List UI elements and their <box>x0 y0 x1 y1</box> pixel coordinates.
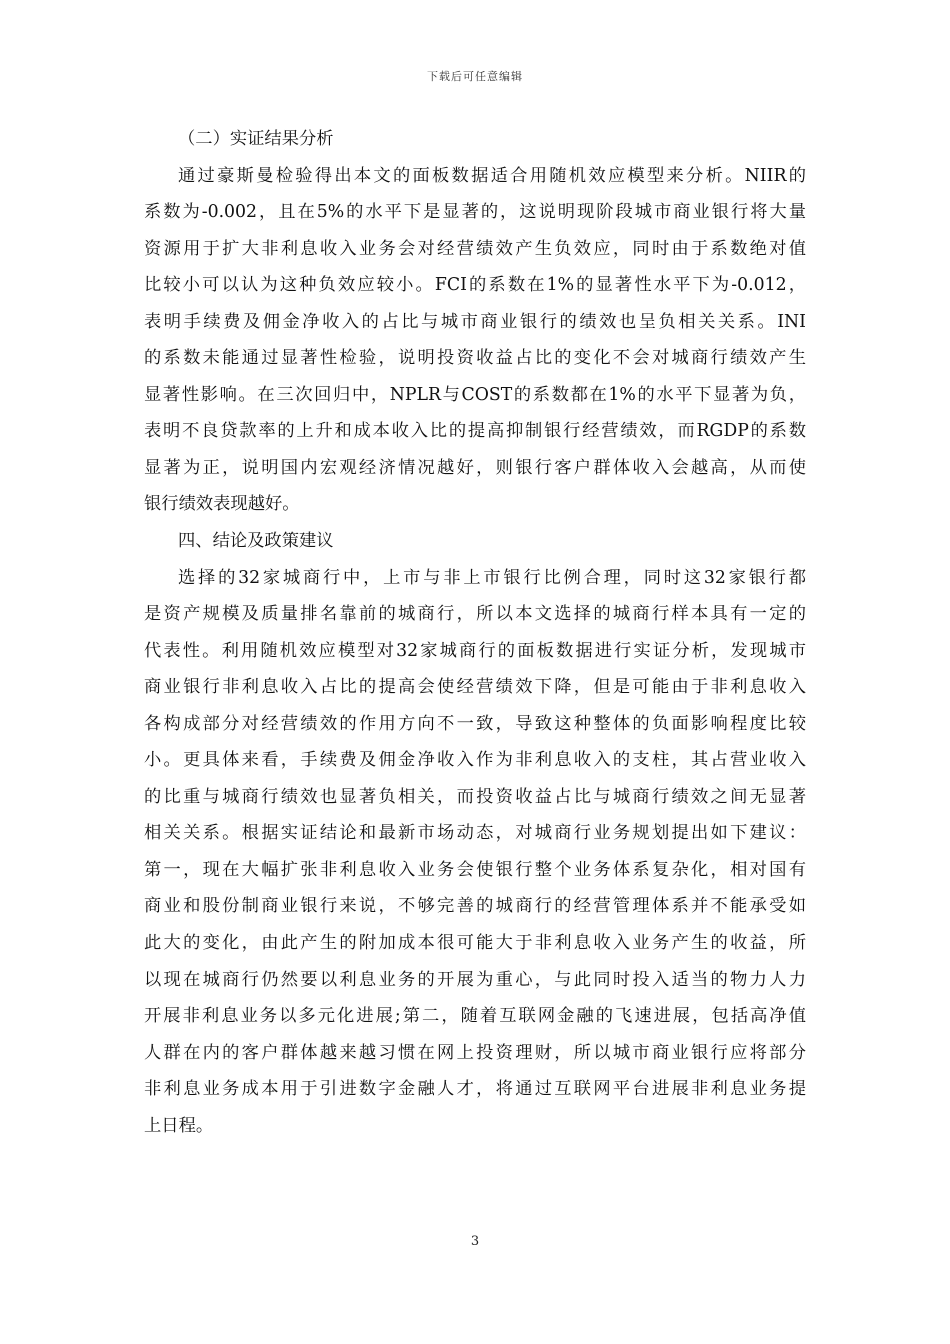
paragraph-line: 资源用于扩大非利息收入业务会对经营绩效产生负效应，同时由于系数绝对值 <box>144 238 806 259</box>
paragraph-line: 各构成部分对经营绩效的作用方向不一致，导致这种整体的负面影响程度比较 <box>144 713 806 734</box>
paragraph-line: 显著性影响。在三次回归中，NPLR与COST的系数都在1%的水平下显著为负， <box>144 384 806 405</box>
paragraph-line: 商业银行非利息收入占比的提高会使经营绩效下降，但是可能由于非利息收入 <box>144 677 806 698</box>
paragraph-line: 非利息业务成本用于引进数字金融人才，将通过互联网平台进展非利息业务提 <box>144 1079 806 1100</box>
paragraph-line: 以现在城商行仍然要以利息业务的开展为重心，与此同时投入适当的物力人力 <box>144 969 806 990</box>
section-heading-conclusions: 四、结论及政策建议 <box>178 531 334 552</box>
paragraph-line: 开展非利息业务以多元化进展;第二，随着互联网金融的飞速进展，包括高净值 <box>144 1006 806 1027</box>
paragraph-line: 小。更具体来看，手续费及佣金净收入作为非利息收入的支柱，其占营业收入 <box>144 750 806 771</box>
page-number: 3 <box>470 1234 480 1249</box>
paragraph-line: 表明手续费及佣金净收入的占比与城市商业银行的绩效也呈负相关关系。INI <box>144 311 806 332</box>
document-body <box>144 122 806 1145</box>
section-heading-empirical-results: （二）实证结果分析 <box>178 129 334 149</box>
paragraph-line: 选择的32家城商行中，上市与非上市银行比例合理，同时这32家银行都 <box>178 567 806 588</box>
page-header-note: 下载后可任意编辑 <box>427 70 523 83</box>
paragraph-line: 表明不良贷款率的上升和成本收入比的提高抑制银行经营绩效，而RGDP的系数 <box>144 421 806 442</box>
paragraph-line: 商业和股份制商业银行来说，不够完善的城商行的经营管理体系并不能承受如 <box>144 896 806 917</box>
paragraph-line: 系数为-0.002，且在5%的水平下是显著的，这说明现阶段城市商业银行将大量 <box>144 202 806 223</box>
paragraph-line: 上日程。 <box>144 1115 214 1136</box>
paragraph-line: 显著为正，说明国内宏观经济情况越好，则银行客户群体收入会越高，从而使 <box>144 457 806 478</box>
paragraph-line: 相关关系。根据实证结论和最新市场动态，对城商行业务规划提出如下建议： <box>144 823 806 844</box>
paragraph-line: 银行绩效表现越好。 <box>144 494 300 515</box>
paragraph-line: 的比重与城商行绩效也显著负相关，而投资收益占比与城商行绩效之间无显著 <box>144 786 806 807</box>
paragraph-line: 通过豪斯曼检验得出本文的面板数据适合用随机效应模型来分析。NIIR的 <box>178 165 806 186</box>
paragraph-line: 是资产规模及质量排名靠前的城商行，所以本文选择的城商行样本具有一定的 <box>144 604 806 625</box>
paragraph-line: 的系数未能通过显著性检验，说明投资收益占比的变化不会对城商行绩效产生 <box>144 348 806 369</box>
paragraph-line: 人群在内的客户群体越来越习惯在网上投资理财，所以城市商业银行应将部分 <box>144 1042 806 1063</box>
paragraph-line: 代表性。利用随机效应模型对32家城商行的面板数据进行实证分析，发现城市 <box>144 640 806 661</box>
paragraph-line: 比较小可以认为这种负效应较小。FCI的系数在1%的显著性水平下为-0.012， <box>144 275 806 296</box>
paragraph-line: 第一，现在大幅扩张非利息收入业务会使银行整个业务体系复杂化，相对国有 <box>144 859 806 880</box>
paragraph-line: 此大的变化，由此产生的附加成本很可能大于非利息收入业务产生的收益，所 <box>144 933 806 954</box>
